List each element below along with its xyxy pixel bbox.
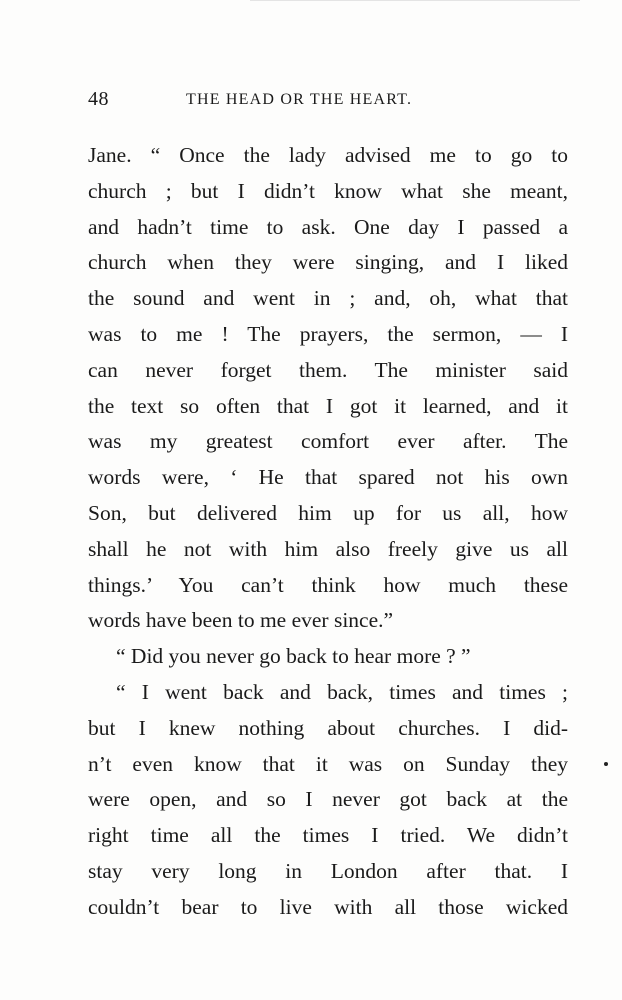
text-line: church when they were singing, and I liked (88, 250, 568, 275)
page-edge-line (250, 0, 580, 1)
text-line: stay very long in London after that. I (88, 858, 568, 883)
text-line: the text so often that I got it learned, and it (88, 393, 568, 418)
text-line: “ Did you never go back to hear more ? ” (116, 644, 471, 669)
page-number: 48 (88, 88, 109, 110)
text-line: things.’ You can’t think how much these (88, 572, 568, 597)
running-head: THE HEAD OR THE HEART. (186, 91, 413, 108)
text-line: but I knew nothing about churches. I did- (88, 715, 568, 740)
text-line: were open, and so I never got back at the (88, 787, 568, 812)
text-line: shall he not with him also freely give us all (88, 536, 568, 561)
text-line: couldn’t bear to live with all those wicked (88, 894, 568, 919)
text-line: words have been to me ever since.” (88, 608, 394, 633)
text-line: was my greatest comfort ever after. The (88, 429, 568, 454)
text-line: right time all the times I tried. We didn’t (88, 823, 568, 848)
page-header (88, 88, 566, 116)
text-line: was to me ! The prayers, the sermon, — I (88, 321, 568, 346)
text-line: church ; but I didn’t know what she meant, (88, 178, 568, 203)
text-line: Jane. “ Once the lady advised me to go to (88, 143, 568, 167)
text-line: words were, ‘ He that spared not his own (88, 465, 568, 490)
text-line: n’t even know that it was on Sunday they (88, 751, 568, 776)
text-line: and hadn’t time to ask. One day I passed a (88, 214, 568, 239)
text-line: Son, but delivered him up for us all, how (88, 500, 568, 525)
text-line: can never forget them. The minister said (88, 357, 568, 382)
body-text (88, 138, 568, 926)
text-line: the sound and went in ; and, oh, what that (88, 286, 568, 311)
ink-speck (604, 762, 608, 766)
text-line: “ I went back and back, times and times ; (116, 679, 568, 704)
